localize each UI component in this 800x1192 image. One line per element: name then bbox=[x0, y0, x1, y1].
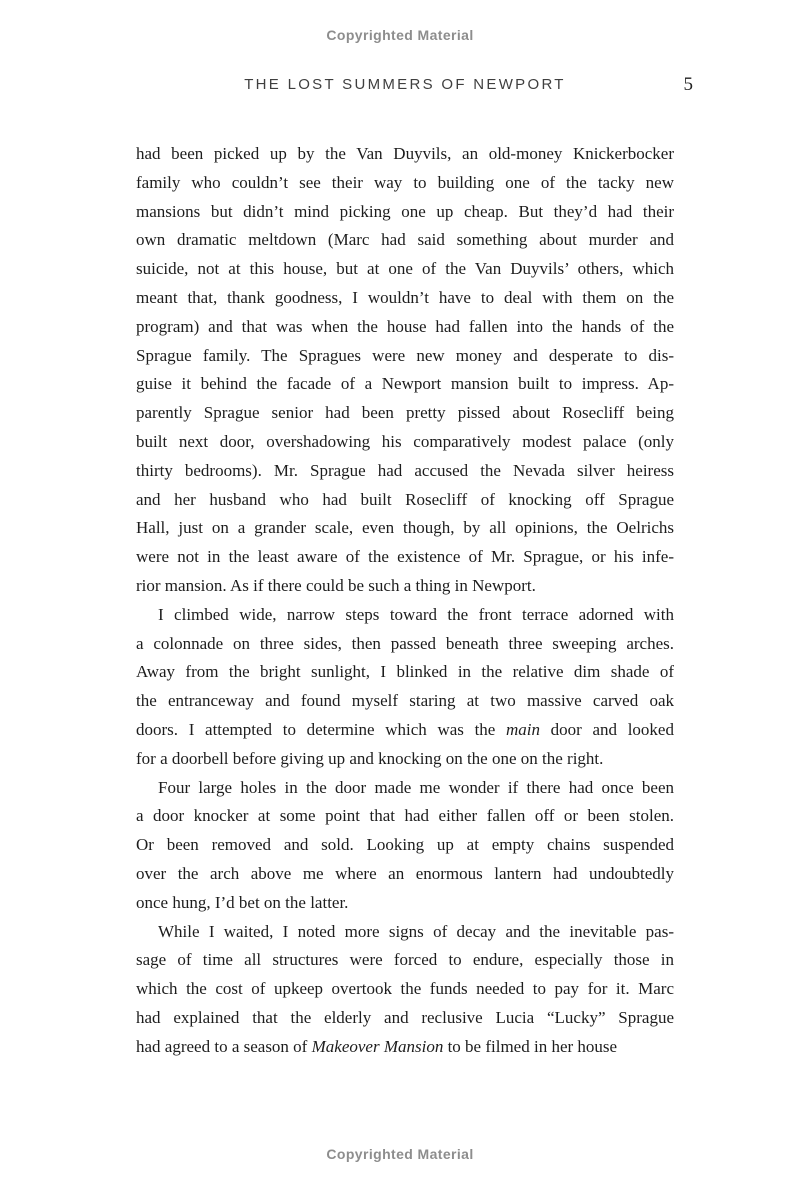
body-text bbox=[136, 140, 674, 1062]
text-line bbox=[136, 1033, 674, 1062]
text-line bbox=[136, 946, 674, 975]
text-line bbox=[136, 774, 674, 803]
text-line bbox=[136, 226, 674, 255]
text-line bbox=[136, 284, 674, 313]
text-line bbox=[136, 457, 674, 486]
copyright-notice-bottom: Copyrighted Material bbox=[326, 1146, 474, 1162]
text-line bbox=[136, 918, 674, 947]
text-segment: had been picked up by the Van Duyvils, an old-money Knickerbocker bbox=[136, 144, 674, 163]
text-segment: once hung, I’d bet on the latter. bbox=[136, 892, 349, 912]
text-line bbox=[136, 687, 674, 716]
paragraph bbox=[136, 140, 674, 601]
text-line bbox=[136, 140, 674, 169]
text-segment: a door knocker at some point that had either fallen off or been stolen. bbox=[136, 806, 674, 826]
text-line bbox=[136, 428, 674, 457]
paragraph bbox=[136, 774, 674, 918]
text-segment: a colonnade on three sides, then passed beneath three sweeping arches. bbox=[136, 633, 674, 653]
text-segment: Sprague family. The Spragues were new money and desperate to dis- bbox=[136, 345, 674, 365]
text-line bbox=[136, 169, 674, 198]
text-segment: for a doorbell before giving up and knocking on the one on the right. bbox=[136, 748, 604, 768]
text-segment: were not in the least aware of the existence of Mr. Sprague, or his infe- bbox=[136, 547, 674, 567]
italic-text-segment: Makeover Mansion bbox=[311, 1036, 444, 1056]
text-line bbox=[136, 399, 674, 428]
text-segment: While I waited, I noted more signs of decay and the inevitable pas- bbox=[158, 921, 674, 941]
text-line bbox=[136, 975, 674, 1004]
text-line bbox=[136, 342, 674, 371]
text-line bbox=[136, 486, 674, 515]
text-segment: sage of time all structures were forced to endure, especially those in bbox=[136, 950, 674, 970]
running-header-title: THE LOST SUMMERS OF NEWPORT bbox=[244, 76, 566, 93]
text-segment: rior mansion. As if there could be such a thing in Newport. bbox=[136, 575, 536, 595]
text-segment: the entranceway and found myself staring at two massive carved oak bbox=[136, 691, 674, 711]
text-line bbox=[136, 543, 674, 572]
text-segment: over the arch above me where an enormous lantern had undoubtedly bbox=[136, 863, 674, 883]
text-line bbox=[136, 1004, 674, 1033]
text-segment: Away from the bright sunlight, I blinked in the relative dim shade of bbox=[136, 662, 674, 682]
text-line bbox=[136, 370, 674, 399]
text-segment: had explained that the elderly and reclusive Lucia “Lucky” Sprague bbox=[136, 1007, 674, 1027]
text-line bbox=[136, 572, 674, 601]
text-segment: which the cost of upkeep overtook the funds needed to pay for it. Marc bbox=[136, 979, 674, 999]
text-segment: had agreed to a season of bbox=[136, 1036, 312, 1056]
text-line bbox=[136, 514, 674, 543]
text-segment: to be filmed in her house bbox=[443, 1036, 618, 1056]
running-header-row bbox=[136, 74, 693, 95]
text-segment: guise it behind the facade of a Newport mansion built to impress. Ap- bbox=[136, 374, 674, 394]
text-segment: parently Sprague senior had been pretty pissed about Rosecliff being bbox=[136, 403, 674, 423]
text-segment: Four large holes in the door made me wonder if there had once been bbox=[158, 777, 674, 797]
paragraph bbox=[136, 601, 674, 774]
text-line bbox=[136, 745, 674, 774]
text-line bbox=[136, 198, 674, 227]
text-line bbox=[136, 889, 674, 918]
text-segment: suicide, not at this house, but at one of the Van Duyvils’ others, which bbox=[136, 259, 674, 279]
text-line bbox=[136, 831, 674, 860]
text-line bbox=[136, 630, 674, 659]
text-segment: Hall, just on a grander scale, even though, by all opinions, the Oelrichs bbox=[136, 518, 674, 538]
text-line bbox=[136, 255, 674, 284]
text-segment: own dramatic meltdown (Marc had said something about murder and bbox=[136, 230, 674, 250]
text-segment: doors. I attempted to determine which was the bbox=[136, 719, 506, 739]
text-segment: and her husband who had built Rosecliff of knocking off Sprague bbox=[136, 489, 674, 509]
text-segment: meant that, thank goodness, I wouldn’t have to deal with them on the bbox=[136, 287, 674, 307]
text-segment: mansions but didn’t mind picking one up cheap. But they’d had their bbox=[136, 201, 674, 221]
italic-text-segment: main bbox=[506, 719, 540, 739]
text-line bbox=[136, 601, 674, 630]
text-line bbox=[136, 313, 674, 342]
text-segment: I climbed wide, narrow steps toward the front terrace adorned with bbox=[158, 604, 674, 624]
text-segment: door and looked bbox=[540, 719, 674, 739]
text-segment: thirty bedrooms). Mr. Sprague had accused the Nevada silver heiress bbox=[136, 460, 674, 480]
text-segment: program) and that was when the house had fallen into the hands of the bbox=[136, 316, 674, 336]
text-segment: built next door, overshadowing his comparatively modest palace (only bbox=[136, 431, 674, 451]
text-segment: family who couldn’t see their way to building one of the tacky new bbox=[136, 172, 674, 192]
paragraph bbox=[136, 918, 674, 1062]
page-number: 5 bbox=[683, 74, 693, 95]
copyright-notice-top: Copyrighted Material bbox=[326, 27, 474, 43]
text-line bbox=[136, 802, 674, 831]
text-segment: Or been removed and sold. Looking up at empty chains suspended bbox=[136, 835, 674, 855]
text-line bbox=[136, 716, 674, 745]
text-line bbox=[136, 658, 674, 687]
text-line bbox=[136, 860, 674, 889]
